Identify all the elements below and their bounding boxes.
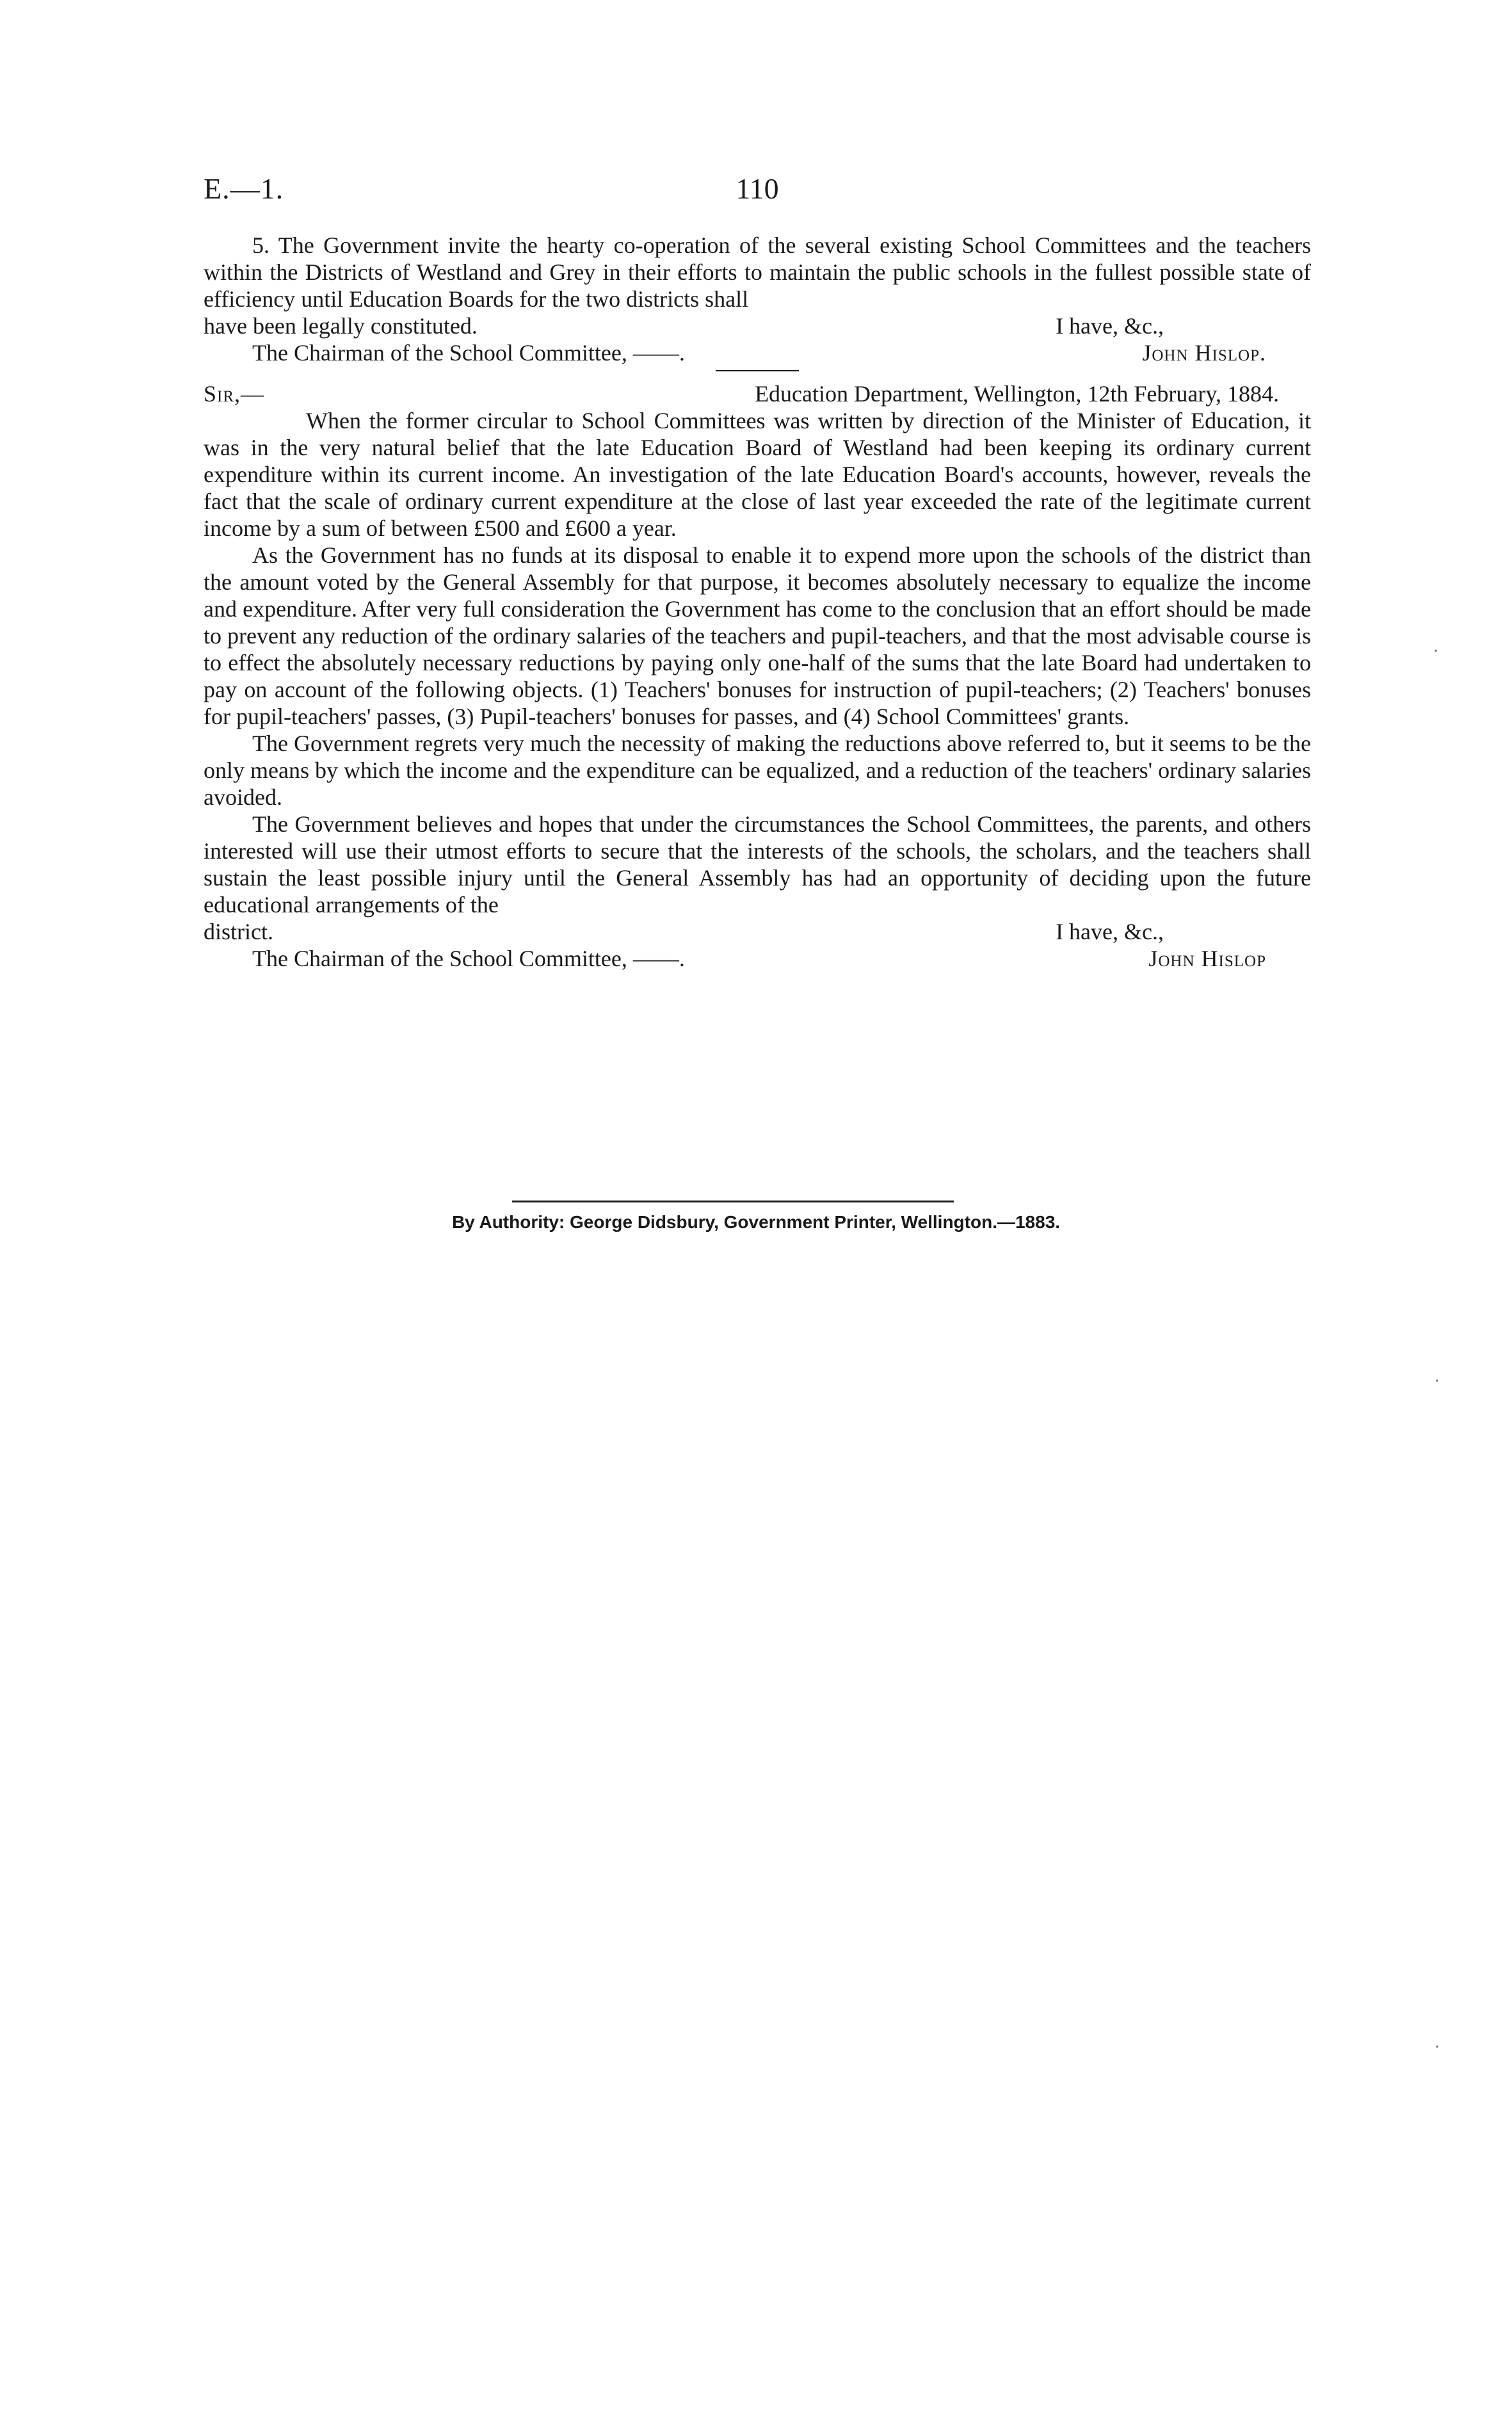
signature-line-2 xyxy=(204,945,1311,972)
salutation: Sir,— xyxy=(204,381,265,407)
paragraph-b: As the Government has no funds at its disposal to enable it to expend more upon the schools of the district than the amount voted by the General Assembly for that purpose, it becomes absolutely necessary to equalize the income and expenditure. After very full consideration the Government has come to the conclusion that an effort should be made to prevent any reduction of the ordinary salaries of the teachers and pupil-teachers, and that the most advisable course is to effect the absolutely necessary reductions by paying only one-half of the sums that the late Board had undertaken to pay on account of the following objects. (1) Teachers' bonuses for instruction of pupil-teachers; (2) Teachers' bonuses for pupil-teachers' passes, (3) Pupil-teachers' bonuses for passes, and (4) School Committees' grants. xyxy=(204,542,1311,729)
place-date: Education Department, Wellington, 12th February, 1884. xyxy=(755,381,1279,407)
paragraph-5-end: have been legally constituted. xyxy=(204,313,478,339)
paragraph-a: When the former circular to School Committees was written by direction of the Minister of Education, it was in the very natural belief that the late Education Board of Westland had been keeping its ordinary current expenditure within its current income. An investigation of the late Education Board's accounts, however, reveals the fact that the scale of ordinary current expenditure at the close of last year exceeded the rate of the legitimate current income by a sum of between £500 and £600 a year. xyxy=(204,408,1311,541)
scan-mark: · xyxy=(1434,2036,1440,2057)
paragraph-5: 5. The Government invite the hearty co-operation of the several existing School Committees and the teachers within the Districts of Westland and Grey in their efforts to maintain the public schools in the fullest possible state of efficiency until Education Boards for the two districts shall xyxy=(204,232,1311,312)
signature-line-1 xyxy=(204,339,1311,366)
document-reference: E.—1. xyxy=(204,172,284,205)
document-body xyxy=(204,232,1311,972)
sign-off-1: I have, &c., xyxy=(1056,313,1164,339)
page-header xyxy=(204,172,1311,216)
section-divider xyxy=(716,370,799,371)
scan-mark: · xyxy=(1433,640,1439,661)
paragraph-d: The Government believes and hopes that under the circumstances the School Committees, the parents, and others interested will use their utmost efforts to secure that the interests of the schools, the scholars, and the teachers shall sustain the least possible injury until the General Assembly has had an opportunity of deciding upon the future educational arrangements of the xyxy=(204,811,1311,918)
footer-rule xyxy=(512,1201,954,1202)
sign-off-2: I have, &c., xyxy=(1056,919,1164,944)
signature-1: John Hislop. xyxy=(1142,340,1266,366)
addressee-2: The Chairman of the School Committee, ——. xyxy=(252,946,685,971)
scan-mark: · xyxy=(1434,1370,1440,1391)
letter-heading xyxy=(204,380,1311,407)
addressee-1: The Chairman of the School Committee, ——. xyxy=(252,340,685,366)
paragraph-c: The Government regrets very much the necessity of making the reductions above referred to, but it seems to be the only means by which the income and the expenditure can be equalized, and a reduction of the teachers' ordinary salaries avoided. xyxy=(204,731,1311,810)
page-number: 110 xyxy=(736,172,779,205)
printer-imprint: By Authority: George Didsbury, Government Printer, Wellington.—1883. xyxy=(451,1212,1061,1232)
paragraph-d-end: district. xyxy=(204,919,273,944)
paragraph-5-last-line xyxy=(204,312,1311,339)
paragraph-d-last-line xyxy=(204,918,1311,945)
signature-2: John Hislop xyxy=(1148,946,1266,971)
